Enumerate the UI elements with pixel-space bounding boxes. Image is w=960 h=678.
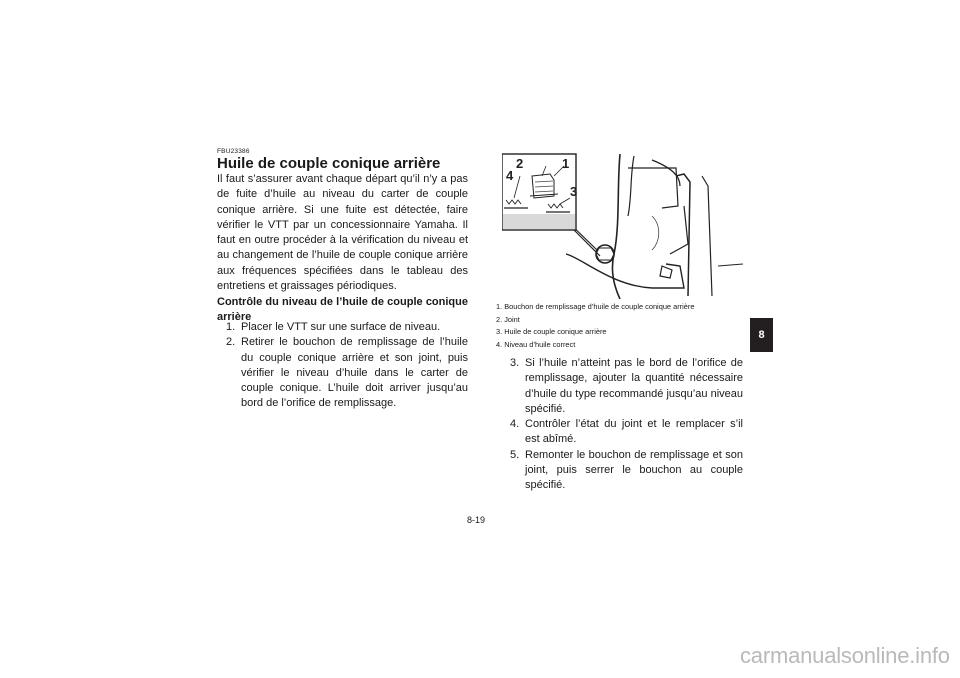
page-number: 8-19 — [467, 515, 486, 525]
chapter-tab: 8 — [750, 318, 773, 352]
step-number: 3. — [510, 357, 520, 369]
callout-label: 4 — [506, 168, 514, 183]
callout-label: 2 — [516, 156, 524, 171]
watermark: carmanualsonline.info — [740, 643, 950, 668]
caption-item: 3. Huile de couple conique arrière — [496, 327, 607, 337]
steps-list-left — [218, 320, 468, 412]
caption-item: 2. Joint — [496, 314, 520, 324]
step-item — [218, 335, 468, 411]
step-item — [502, 356, 743, 417]
step-text: Remonter le bouchon de remplissage et son joint, puis serrer le bouchon au couple spécifié. — [525, 448, 743, 492]
caption-item: 1. Bouchon de remplissage d’huile de couple conique arrière — [496, 302, 695, 311]
step-text: Retirer le bouchon de remplissage de l’huile du couple conique arrière et son joint, puis vérifier le niveau d’huile dans le carter de couple conique. L’huile doit arriver jusqu’au bord de l’orifice de remplissage. — [241, 336, 468, 410]
step-number: 4. — [510, 418, 520, 431]
step-text: Contrôler l’état du joint et le remplacer s’il est abîmé. — [525, 418, 743, 446]
step-number: 5. — [510, 448, 520, 461]
section-title: Huile de couple conique arrière — [217, 155, 441, 172]
steps-list-right — [502, 356, 743, 494]
step-text: Si l’huile n’atteint pas le bord de l’orifice de remplissage, ajouter la quantité nécessaire d’huile du type recommandé jusqu’au niveau spécifié. — [525, 357, 743, 415]
section-code: FBU23386 — [217, 148, 250, 155]
step-number: 2. — [226, 336, 236, 349]
figure-captions — [496, 301, 694, 351]
step-number: 1. — [226, 321, 236, 333]
callout-label: 3 — [570, 184, 578, 199]
callout-label: 1 — [562, 156, 570, 171]
step-item — [218, 320, 468, 335]
subheading: Contrôle du niveau de l’huile de couple conique arrière — [217, 296, 468, 324]
step-item — [502, 417, 743, 448]
caption-item: 4. Niveau d’huile correct — [496, 339, 576, 349]
step-item — [502, 448, 743, 494]
figure-illustration — [502, 146, 743, 299]
intro-paragraph: Il faut s’assurer avant chaque départ qu’il n’y a pas de fuite d’huile au niveau du carter de couple conique arrière. Si une fuite est détectée, faire vérifier le VTT par un concessionnaire Yamaha. Il faut en outre procéder à la vérification du niveau et au changement de l’huile de couple conique arrière aux fréquences spécifiées dans le tableau des entretiens et graissages périodiques. — [217, 173, 468, 293]
step-text: Placer le VTT sur une surface de niveau. — [241, 321, 441, 333]
